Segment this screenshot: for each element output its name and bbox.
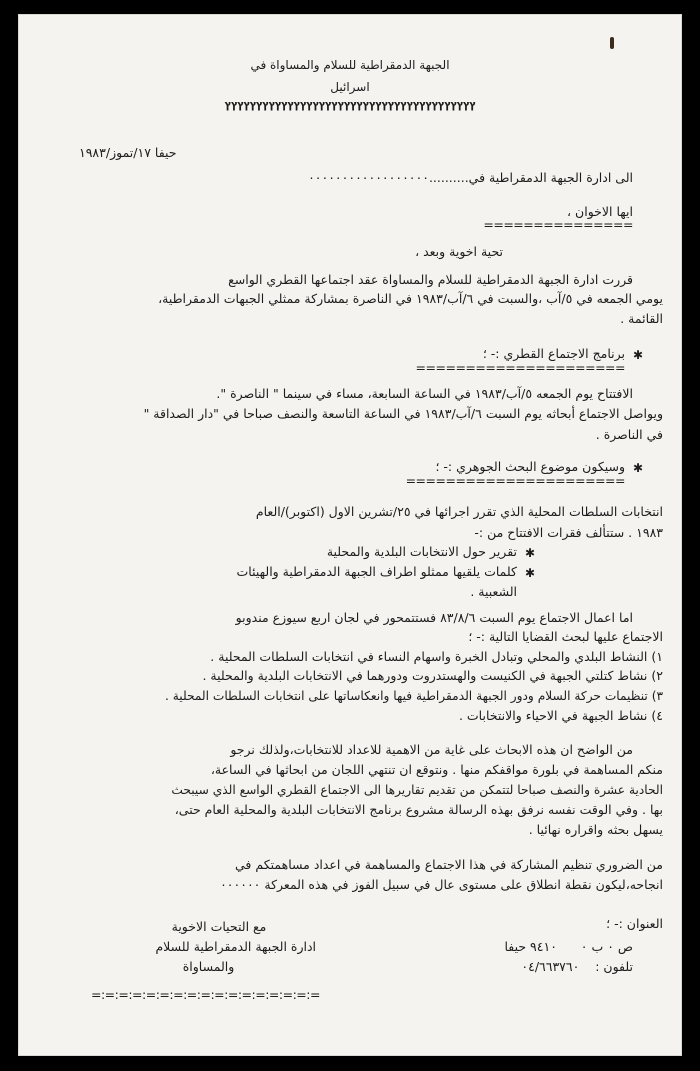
letter-page	[19, 15, 681, 1055]
signature-rule: =:=:=:=:=:=:=:=:=:=:=:=:=:=:=:=:=	[91, 987, 320, 1002]
address-label: العنوان :- ؛	[606, 916, 663, 931]
closing1-line-3: الحادية عشرة والنصف صباحا لتتمكن من تقديم تقاريرها الى الاجتماع القطري الواسع الذي سيبحث	[171, 783, 663, 797]
session-item-2	[202, 668, 663, 684]
closing1-line-1: من الواضح ان هذه الابحاث على غاية من الاهمية للاعداد للانتخابات،ولذلك نرجو	[230, 742, 633, 757]
program-title: برنامج الاجتماع القطري :- ؛	[482, 346, 625, 361]
phone-label: تلفون :	[595, 959, 633, 974]
greeting: ايها الاخوان ،	[567, 204, 633, 219]
sessions-line-1: اما اعمال الاجتماع يوم السبت ٨٣/٨/٦ فستتمحور في لجان اربع سيوزع مندوبو	[235, 610, 633, 625]
closing1-line-5: يسهل بحثه واقراره نهائيا .	[528, 822, 663, 837]
topic-bullet-1: تقرير حول الانتخابات البلدية والمحلية	[326, 544, 517, 559]
signature-org-line1: ادارة الجبهة الدمقراطية للسلام	[155, 939, 316, 954]
program-line-2: ويواصل الاجتماع أبحاثه يوم السبت ٦/آب/١٩٨٣ في الساعة التاسعة والنصف صباحا في "دار الصداقة "	[143, 406, 663, 421]
greeting-rule: ===============	[483, 217, 633, 232]
header-ornament: ץץץץץץץץץץץץץץץץץץץץץץץץץץץץץץץץץץץץץץץץ	[224, 98, 476, 111]
dateline: حيفا ١٧/تموز/١٩٨٣	[79, 145, 177, 160]
asterisk-bullet: ✱	[524, 546, 535, 560]
org-name-line2: اسرائيل	[330, 80, 370, 94]
intro-line-1: قررت ادارة الجبهة الدمقراطية للسلام والمساواة عقد اجتماعها القطري الواسع	[228, 272, 633, 287]
session-item-4	[459, 708, 663, 724]
topic-bullet-2: كلمات يلقيها ممثلو اطراف الجبهة الدمقراطية والهيئات	[236, 564, 517, 579]
item-text: تنظيمات حركة السلام ودور الجبهة الدمقراطية فيها وانعكاساتها على انتخابات السلطات المحلية .	[164, 689, 648, 703]
po-box-row	[504, 939, 633, 955]
session-item-3	[165, 688, 663, 704]
org-name-line1: الجبهة الدمقراطية للسلام والمساواة في	[250, 58, 450, 72]
program-line-3: في الناصرة .	[595, 427, 663, 442]
item-number: ٢)	[651, 668, 663, 683]
addressee-line: الى ادارة الجبهة الدمقراطية في..........٠٠٠٠٠٠٠٠٠٠٠٠٠٠٠٠٠٠	[308, 170, 633, 185]
item-text: نشاط الجبهة في الاحياء والانتخابات .	[458, 708, 648, 723]
closing1-line-2: منكم المساهمة في بلورة مواقفكم منها . ونتوقع ان تنتهي اللجان من ابحاثها في الساعة،	[210, 762, 663, 777]
topic-line-2: ١٩٨٣ . ستتألف فقرات الافتتاح من :-	[474, 525, 663, 540]
ink-spot	[610, 37, 614, 49]
signature-org-line2: والمساواة	[182, 959, 235, 974]
topic-rule: ======================	[405, 473, 625, 488]
session-item-1	[210, 649, 663, 665]
closing1-line-4: بها . وفي الوقت نفسه نرفق بهذه الرسالة مشروع برنامج الانتخابات البلدية والمحلية العام حتى،	[174, 802, 663, 817]
program-rule: =====================	[415, 360, 625, 375]
item-number: ٤)	[651, 708, 663, 723]
closing2-line-1: من الضروري تنظيم المشاركة في هذا الاجتماع والمساهمة في اعداد مساهمتكم في	[235, 857, 663, 872]
item-text: نشاط كتلتي الجبهة في الكنيست والهستدروت ودورهما في الانتخابات البلدية والمحلية .	[202, 668, 648, 683]
po-label: ص ٠ ب ٠	[580, 939, 633, 954]
topic-title: وسيكون موضوع البحث الجوهري :- ؛	[435, 459, 625, 474]
phone-row	[521, 959, 633, 975]
intro-line-3: القائمة .	[620, 311, 663, 326]
closing2-line-2: انجاحه،ليكون نقطة انطلاق على مستوى عال في سبيل الفوز في هذه المعركة ٠٠٠٠٠٠	[220, 877, 663, 892]
topic-line-1: انتخابات السلطات المحلية الذي تقرر اجرائها في ٢٥/تشرين الاول (اكتوبر)/العام	[255, 504, 663, 519]
phone-value: ٠٤/٦٦٣٧٦٠	[521, 959, 580, 974]
asterisk-bullet: ✱	[632, 348, 643, 362]
item-text: النشاط البلدي والمحلي وتبادل الخبرة واسهام النساء في انتخابات السلطات المحلية .	[210, 649, 648, 664]
topic-bullet-3: الشعبية .	[470, 584, 517, 599]
program-line-1: الافتتاح يوم الجمعه ٥/آب/١٩٨٣ في الساعة السابعة، مساء في سينما " الناصرة ".	[216, 386, 633, 401]
item-number: ١)	[651, 649, 663, 664]
intro-line-2: يومي الجمعه في ٥/آب ،والسبت في ٦/آب/١٩٨٣ في الناصرة بمشاركة ممثلي الجبهات الدمقراطية،	[158, 291, 663, 306]
sessions-line-2: الاجتماع عليها لبحث القضايا التالية :- ؛	[468, 629, 663, 644]
asterisk-bullet: ✱	[632, 461, 643, 475]
po-value: ٩٤١٠ حيفا	[504, 939, 557, 954]
salutation: تحية اخوية وبعد ،	[415, 244, 503, 259]
item-number: ٣)	[651, 689, 663, 703]
asterisk-bullet: ✱	[524, 566, 535, 580]
regards: مع التحيات الاخوية	[171, 919, 267, 934]
